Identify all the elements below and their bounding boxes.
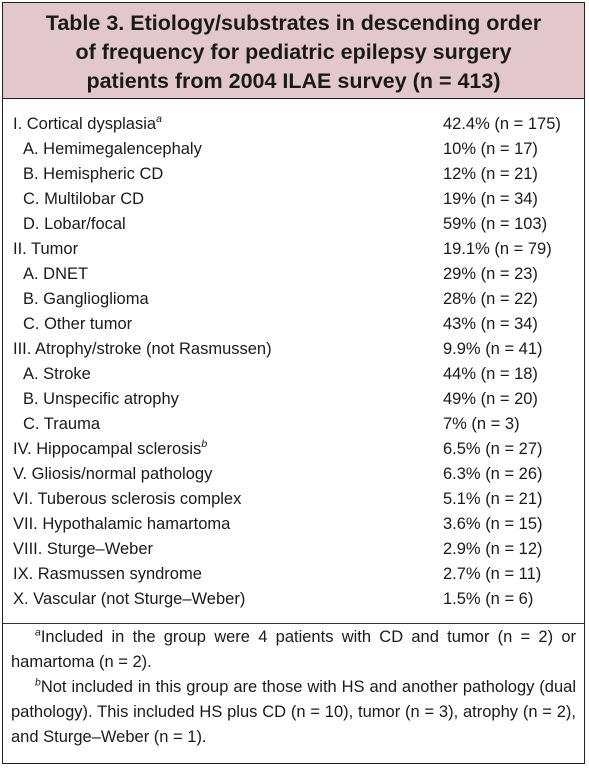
row-label: [13, 487, 241, 512]
table-row: [3, 412, 584, 437]
row-label: [13, 562, 202, 587]
table-body: [3, 99, 584, 612]
row-label-text: IX. Rasmussen syndrome: [13, 565, 202, 583]
row-label: [23, 387, 179, 412]
row-value: 5.1% (n = 21): [443, 490, 543, 508]
row-value: 12% (n = 21): [443, 165, 538, 183]
table-row: [3, 387, 584, 412]
table-row: [3, 462, 584, 487]
row-label: [23, 312, 132, 337]
row-label: [13, 537, 153, 562]
table-row: [3, 487, 584, 512]
row-label-text: V. Gliosis/normal pathology: [13, 465, 213, 483]
row-label: [23, 187, 144, 212]
row-label-text: III. Atrophy/stroke (not Rasmussen): [13, 340, 272, 358]
table-row: [3, 212, 584, 237]
row-label: [13, 437, 207, 462]
row-label: [13, 337, 272, 362]
row-value: 49% (n = 20): [443, 390, 538, 408]
table-title-line-3: patients from 2004 ILAE survey (n = 413): [86, 69, 501, 93]
table-row: [3, 312, 584, 337]
footnote-marker: a: [156, 112, 162, 125]
table-row: [3, 537, 584, 562]
table-row: [3, 112, 584, 137]
table-row: [3, 337, 584, 362]
table-title-line-1: Table 3. Etiology/substrates in descending order: [45, 11, 542, 35]
row-label-text: B. Unspecific atrophy: [23, 390, 179, 408]
table-row: [3, 237, 584, 262]
row-value: 1.5% (n = 6): [443, 590, 534, 608]
etiology-table: [2, 2, 585, 764]
row-value: 6.5% (n = 27): [443, 440, 543, 458]
footnote-a: [11, 625, 576, 675]
row-label-text: VII. Hypothalamic hamartoma: [13, 515, 231, 533]
row-label-text: A. Hemimegalencephaly: [23, 140, 202, 158]
row-value: 9.9% (n = 41): [443, 340, 543, 358]
row-label: [13, 462, 212, 487]
row-label: [13, 512, 230, 537]
row-value: 2.7% (n = 11): [443, 565, 542, 583]
row-label: [23, 212, 126, 237]
footnote-b: [11, 675, 576, 750]
row-label-text: I. Cortical dysplasia: [13, 115, 157, 133]
footnotes: [11, 625, 576, 750]
row-label-text: VIII. Sturge–Weber: [13, 540, 154, 558]
row-label: [23, 162, 163, 187]
row-label: [23, 137, 202, 162]
table-row: [3, 587, 584, 612]
row-value: 59% (n = 103): [443, 215, 548, 233]
table-row: [3, 287, 584, 312]
row-label-text: II. Tumor: [13, 240, 79, 258]
row-label: [13, 237, 78, 262]
row-label-text: C. Trauma: [23, 415, 101, 433]
table-row: [3, 437, 584, 462]
row-label-text: C. Multilobar CD: [23, 190, 145, 208]
table-row: [3, 262, 584, 287]
row-value: 44% (n = 18): [443, 365, 538, 383]
row-value: 19% (n = 34): [443, 190, 538, 208]
table-title-line-2: of frequency for pediatric epilepsy surgery: [75, 40, 512, 64]
row-label: [23, 287, 149, 312]
row-value: 7% (n = 3): [443, 415, 520, 433]
row-label-text: C. Other tumor: [23, 315, 133, 333]
row-label-text: VI. Tuberous sclerosis complex: [13, 490, 242, 508]
row-label-text: D. Lobar/focal: [23, 215, 126, 233]
row-value: 19.1% (n = 79): [443, 240, 552, 258]
table-row: [3, 162, 584, 187]
row-value: 42.4% (n = 175): [443, 115, 561, 133]
row-value: 6.3% (n = 26): [443, 465, 543, 483]
table-row: [3, 362, 584, 387]
row-value: 2.9% (n = 12): [443, 540, 543, 558]
row-label: [13, 587, 245, 612]
row-value: 43% (n = 34): [443, 315, 538, 333]
row-label: [23, 362, 91, 387]
footnote-marker: b: [35, 676, 41, 689]
row-label: [23, 412, 100, 437]
table-row: [3, 512, 584, 537]
row-value: 28% (n = 22): [443, 290, 538, 308]
row-label: [23, 262, 88, 287]
row-label: [13, 112, 162, 137]
footnote-text: Not included in this group are those with HS and another pathology (dual pathology). This included HS plus CD (n = 10), tumor (n = 3), atrophy (n = 2), and Sturge–Weber (n = 1).: [11, 678, 576, 746]
row-label-text: X. Vascular (not Sturge–Weber): [13, 590, 246, 608]
footnote-text: Included in the group were 4 patients with CD and tumor (n = 2) or hamartoma (n = 2).: [11, 628, 576, 671]
row-value: 10% (n = 17): [443, 140, 538, 158]
row-label-text: B. Hemispheric CD: [23, 165, 164, 183]
row-label-text: A. DNET: [23, 265, 89, 283]
row-label-text: B. Ganglioglioma: [23, 290, 149, 308]
footnote-marker: b: [201, 437, 208, 450]
row-label-text: IV. Hippocampal sclerosis: [13, 440, 202, 458]
table-row: [3, 187, 584, 212]
row-value: 3.6% (n = 15): [443, 515, 543, 533]
table-row: [3, 562, 584, 587]
table-row: [3, 137, 584, 162]
row-label-text: A. Stroke: [23, 365, 91, 383]
footnote-marker: a: [35, 626, 41, 639]
row-value: 29% (n = 23): [443, 265, 538, 283]
footnote-divider: [3, 623, 584, 624]
table-title: [3, 3, 584, 99]
